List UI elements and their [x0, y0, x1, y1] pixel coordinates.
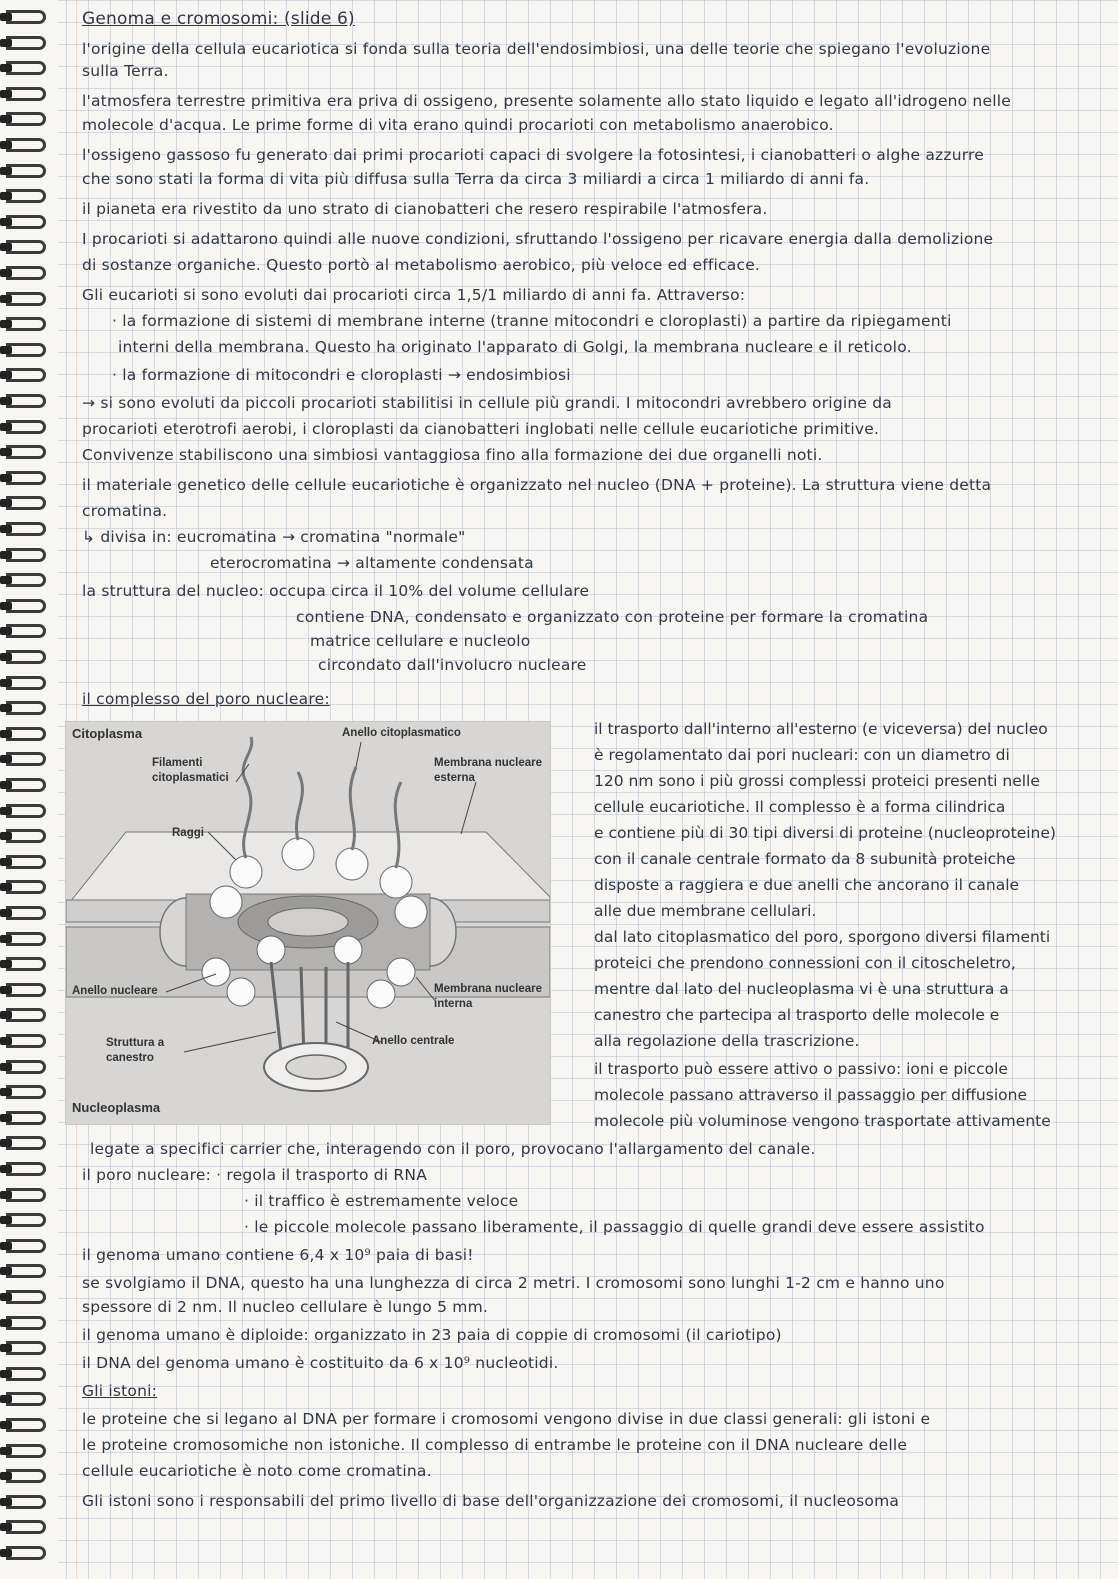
binding-ring	[6, 1008, 46, 1022]
side-text-line: dal lato citoplasmatico del poro, sporgono diversi filamenti	[594, 928, 1051, 946]
text-line: se svolgiamo il DNA, questo ha una lunghezza di circa 2 metri. I cromosomi sono lunghi 1-2 cm e hanno uno	[82, 1274, 945, 1292]
binding-ring	[6, 1520, 46, 1534]
binding-ring	[6, 215, 46, 229]
binding-ring	[6, 1290, 46, 1304]
binding-ring	[6, 701, 46, 715]
label-anello-centrale: Anello centrale	[372, 1035, 455, 1047]
label-citoplasma: Citoplasma	[72, 726, 143, 741]
section-heading: il complesso del poro nucleare:	[82, 690, 330, 708]
text-line: eterocromatina → altamente condensata	[210, 554, 534, 572]
side-text-line: è regolamentato dai pori nucleari: con un diametro di	[594, 746, 1010, 764]
binding-ring	[6, 292, 46, 306]
label-membrana-interna: Membrana nucleare interna	[434, 983, 543, 1010]
binding-ring	[6, 36, 46, 50]
side-text-line: alle due membrane cellulari.	[594, 902, 817, 920]
binding-ring	[6, 650, 46, 664]
binding-ring	[6, 164, 46, 178]
binding-ring	[6, 1392, 46, 1406]
binding-ring	[6, 368, 46, 382]
text-line: matrice cellulare e nucleolo	[310, 632, 531, 650]
text-line: l'atmosfera terrestre primitiva era priva di ossigeno, presente solamente allo stato liquido e legato all'idrogeno nelle	[82, 92, 1011, 110]
text-line: il poro nucleare: · regola il trasporto di RNA	[82, 1166, 427, 1184]
binding-ring	[6, 957, 46, 971]
label-membrana-esterna: Membrana nucleare esterna	[434, 757, 543, 784]
binding-ring	[6, 61, 46, 75]
side-text-line: con il canale centrale formato da 8 subunità proteiche	[594, 850, 1016, 868]
text-line: Gli eucarioti si sono evoluti dai procarioti circa 1,5/1 miliardo di anni fa. Attraverso:	[82, 286, 746, 304]
binding-ring	[6, 829, 46, 843]
label-anello-citoplasmatico: Anello citoplasmatico	[342, 727, 461, 739]
binding-ring	[6, 676, 46, 690]
side-text-line: 120 nm sono i più grossi complessi proteici presenti nelle	[594, 772, 1040, 790]
text-line: · il traffico è estremamente veloce	[244, 1192, 519, 1210]
binding-ring	[6, 1239, 46, 1253]
text-line: di sostanze organiche. Questo portò al metabolismo aerobico, più veloce ed efficace.	[82, 256, 761, 274]
text-line: procarioti eterotrofi aerobi, i cloroplasti da cianobatteri inglobati nelle cellule eucariotiche primitive.	[82, 420, 880, 438]
text-line: · la formazione di sistemi di membrane interne (tranne mitocondri e cloroplasti) a partire da ripiegamenti	[112, 312, 952, 330]
side-text-line: mentre dal lato del nucleoplasma vi è una struttura a	[594, 980, 1009, 998]
side-text-line: molecole più voluminose vengono trasportate attivamente	[594, 1112, 1051, 1130]
binding-ring	[6, 983, 46, 997]
text-line: · la formazione di mitocondri e cloroplasti → endosimbiosi	[112, 366, 571, 384]
binding-ring	[6, 1111, 46, 1125]
binding-ring	[6, 1188, 46, 1202]
binding-ring	[6, 1213, 46, 1227]
binding-ring	[6, 1444, 46, 1458]
binding-ring	[6, 727, 46, 741]
binding-ring	[6, 394, 46, 408]
side-text-line: cellule eucariotiche. Il complesso è a forma cilindrica	[594, 798, 1006, 816]
binding-ring	[6, 138, 46, 152]
binding-ring	[6, 1162, 46, 1176]
binding-ring	[6, 1418, 46, 1432]
text-line: le proteine che si legano al DNA per formare i cromosomi vengono divise in due classi generali: gli istoni e	[82, 1410, 931, 1428]
side-text-line: alla regolazione della trascrizione.	[594, 1032, 860, 1050]
side-text-line: disposte a raggiera e due anelli che ancorano il canale	[594, 876, 1020, 894]
page-title: Genoma e cromosomi: (slide 6)	[82, 9, 355, 29]
text-line: la struttura del nucleo: occupa circa il 10% del volume cellulare	[82, 582, 590, 600]
text-line: spessore di 2 nm. Il nucleo cellulare è lungo 5 mm.	[82, 1298, 489, 1316]
text-line: il genoma umano è diploide: organizzato in 23 paia di coppie di cromosomi (il cariotipo)	[82, 1326, 782, 1344]
binding-ring	[6, 752, 46, 766]
text-line: Convivenze stabiliscono una simbiosi vantaggiosa fino alla formazione dei due organelli noti.	[82, 446, 823, 464]
text-line: l'ossigeno gassoso fu generato dai primi procarioti capaci di svolgere la fotosintesi, i cianobatteri o alghe azzurre	[82, 146, 985, 164]
text-line: il genoma umano contiene 6,4 x 10⁹ paia di basi!	[82, 1246, 474, 1264]
text-line: · le piccole molecole passano liberamente, il passaggio di quelle grandi deve essere assistito	[244, 1218, 985, 1236]
label-nucleoplasma: Nucleoplasma	[72, 1100, 161, 1115]
binding-ring	[6, 906, 46, 920]
binding-ring	[6, 1316, 46, 1330]
binding-ring	[6, 1264, 46, 1278]
binding-ring	[6, 778, 46, 792]
text-line: l'origine della cellula eucariotica si fonda sulla teoria dell'endosimbiosi, una delle teorie che spiegano l'evoluzione	[82, 40, 991, 58]
binding-ring	[6, 317, 46, 331]
binding-ring	[6, 189, 46, 203]
text-line: ↳ divisa in: eucromatina → cromatina "normale"	[82, 528, 466, 546]
binding-ring	[6, 496, 46, 510]
binding-ring	[6, 804, 46, 818]
binding-ring	[6, 1085, 46, 1099]
text-line: sulla Terra.	[82, 62, 169, 80]
text-line: contiene DNA, condensato e organizzato con proteine per formare la cromatina	[296, 608, 929, 626]
binding-ring	[6, 87, 46, 101]
binding-ring	[6, 1034, 46, 1048]
side-text-line: proteici che prendono connessioni con il citoscheletro,	[594, 954, 1016, 972]
text-line: le proteine cromosomiche non istoniche. Il complesso di entrambe le proteine con il DNA nucleare delle	[82, 1436, 908, 1454]
text-line: → si sono evoluti da piccoli procarioti stabilitisi in cellule più grandi. I mitocondri avrebbero origine da	[82, 394, 892, 412]
binding-ring	[6, 471, 46, 485]
binding-ring	[6, 1367, 46, 1381]
text-line: cellule eucariotiche è noto come cromatina.	[82, 1462, 432, 1480]
binding-ring	[6, 522, 46, 536]
binding-ring	[6, 855, 46, 869]
binding-ring	[6, 599, 46, 613]
text-line: il DNA del genoma umano è costituito da 6 x 10⁹ nucleotidi.	[82, 1354, 559, 1372]
section-heading: Gli istoni:	[82, 1382, 158, 1400]
label-struttura-canestro: Struttura a canestro	[106, 1037, 165, 1064]
text-line: interni della membrana. Questo ha originato l'apparato di Golgi, la membrana nucleare e il reticolo.	[118, 338, 912, 356]
binding-ring	[6, 420, 46, 434]
side-text-line: molecole passano attraverso il passaggio per diffusione	[594, 1086, 1027, 1104]
text-line: I procarioti si adattarono quindi alle nuove condizioni, sfruttando l'ossigeno per ricavare energia dalla demolizione	[82, 230, 994, 248]
text-line: che sono stati la forma di vita più diffusa sulla Terra da circa 3 miliardi a circa 1 miliardo di anni fa.	[82, 170, 870, 188]
binding-ring	[6, 10, 46, 24]
side-text-line: canestro che partecipa al trasporto delle molecole e	[594, 1006, 1000, 1024]
label-raggi: Raggi	[172, 827, 204, 839]
side-text-line: il trasporto dall'interno all'esterno (e viceversa) del nucleo	[594, 720, 1048, 738]
binding-ring	[6, 112, 46, 126]
side-text-line: e contiene più di 30 tipi diversi di proteine (nucleoproteine)	[594, 824, 1056, 842]
text-line: circondato dall'involucro nucleare	[318, 656, 587, 674]
binding-ring	[6, 1341, 46, 1355]
text-line: il materiale genetico delle cellule eucariotiche è organizzato nel nucleo (DNA + proteine). La struttura viene detta	[82, 476, 992, 494]
binding-ring	[6, 548, 46, 562]
binding-ring	[6, 880, 46, 894]
binding-ring	[6, 1546, 46, 1560]
text-line: legate a specifici carrier che, interagendo con il poro, provocano l'allargamento del canale.	[90, 1140, 816, 1158]
binding-ring	[6, 1136, 46, 1150]
binding-ring	[6, 266, 46, 280]
binding-ring	[6, 932, 46, 946]
binding-ring	[6, 343, 46, 357]
side-text-line: il trasporto può essere attivo o passivo: ioni e piccole	[594, 1060, 1008, 1078]
binding-ring	[6, 1060, 46, 1074]
spiral-binding	[0, 0, 58, 1579]
binding-ring	[6, 624, 46, 638]
binding-ring	[6, 1495, 46, 1509]
binding-ring	[6, 240, 46, 254]
nuclear-pore-figure	[66, 722, 550, 1124]
binding-ring	[6, 573, 46, 587]
text-line: Gli istoni sono i responsabili del primo livello di base dell'organizzazione dei cromosomi, il nucleosoma	[82, 1492, 900, 1510]
binding-ring	[6, 445, 46, 459]
text-line: molecole d'acqua. Le prime forme di vita erano quindi procarioti con metabolismo anaerobico.	[82, 116, 834, 134]
text-line: il pianeta era rivestito da uno strato di cianobatteri che resero respirabile l'atmosfera.	[82, 200, 768, 218]
label-anello-nucleare: Anello nucleare	[72, 985, 158, 997]
label-filamenti: Filamenti citoplasmatici	[152, 757, 229, 784]
binding-ring	[6, 1469, 46, 1483]
text-line: cromatina.	[82, 502, 168, 520]
